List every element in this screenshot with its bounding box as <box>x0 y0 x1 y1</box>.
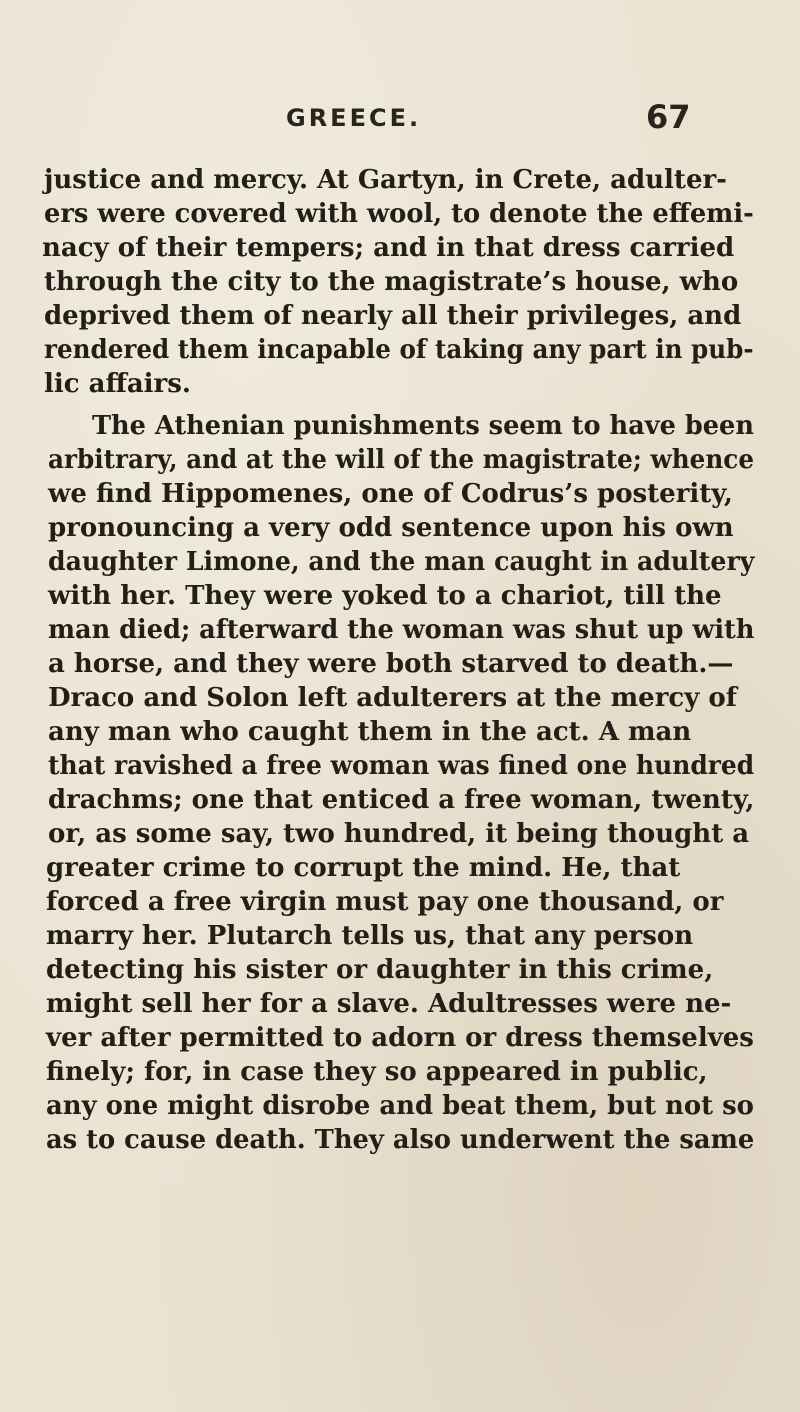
text-line: daughter Limone, and the man caught in adultery <box>48 547 755 577</box>
text-line: drachms; one that enticed a free woman, twenty, <box>48 785 755 815</box>
running-head <box>0 94 800 134</box>
text-line: a horse, and they were both starved to death.— <box>48 649 734 679</box>
text-line: marry her. Plutarch tells us, that any person <box>46 921 694 951</box>
running-title: GREECE. <box>286 104 422 132</box>
text-line: arbitrary, and at the will of the magistrate; whence <box>48 445 755 475</box>
text-line: with her. They were yoked to a chariot, till the <box>48 581 722 611</box>
text-line: forced a free virgin must pay one thousand, or <box>46 887 724 917</box>
text-line: as to cause death. They also underwent the same <box>46 1125 755 1155</box>
text-line: Draco and Solon left adulterers at the mercy of <box>48 683 737 713</box>
text-line: finely; for, in case they so appeared in public, <box>46 1057 708 1087</box>
text-line: deprived them of nearly all their privileges, and <box>44 301 742 331</box>
text-line: ver after permitted to adorn or dress themselves <box>46 1023 754 1053</box>
text-line: we find Hippomenes, one of Codrus’s posterity, <box>48 479 733 509</box>
text-line: any one might disrobe and beat them, but not so <box>46 1091 754 1121</box>
text-line: greater crime to corrupt the mind. He, that <box>46 853 681 883</box>
page-number: 67 <box>646 98 691 136</box>
text-line: lic affairs. <box>44 369 191 399</box>
text-line: The Athenian punishments seem to have been <box>92 411 754 441</box>
text-line: through the city to the magistrate’s house, who <box>44 267 739 297</box>
text-line: nacy of their tempers; and in that dress carried <box>42 233 735 263</box>
text-line: might sell her for a slave. Adultresses were ne- <box>46 989 732 1019</box>
text-line: that ravished a free woman was fined one hundred <box>48 751 755 781</box>
text-line: justice and mercy. At Gartyn, in Crete, adulter- <box>44 165 727 195</box>
text-line: or, as some say, two hundred, it being thought a <box>48 819 750 849</box>
text-line: pronouncing a very odd sentence upon his own <box>48 513 734 543</box>
text-line: man died; afterward the woman was shut up with <box>48 615 755 645</box>
text-line: detecting his sister or daughter in this crime, <box>46 955 714 985</box>
text-line: rendered them incapable of taking any part in pub- <box>44 335 754 365</box>
text-line: any man who caught them in the act. A man <box>48 717 692 747</box>
text-line: ers were covered with wool, to denote the effemi- <box>44 199 754 229</box>
